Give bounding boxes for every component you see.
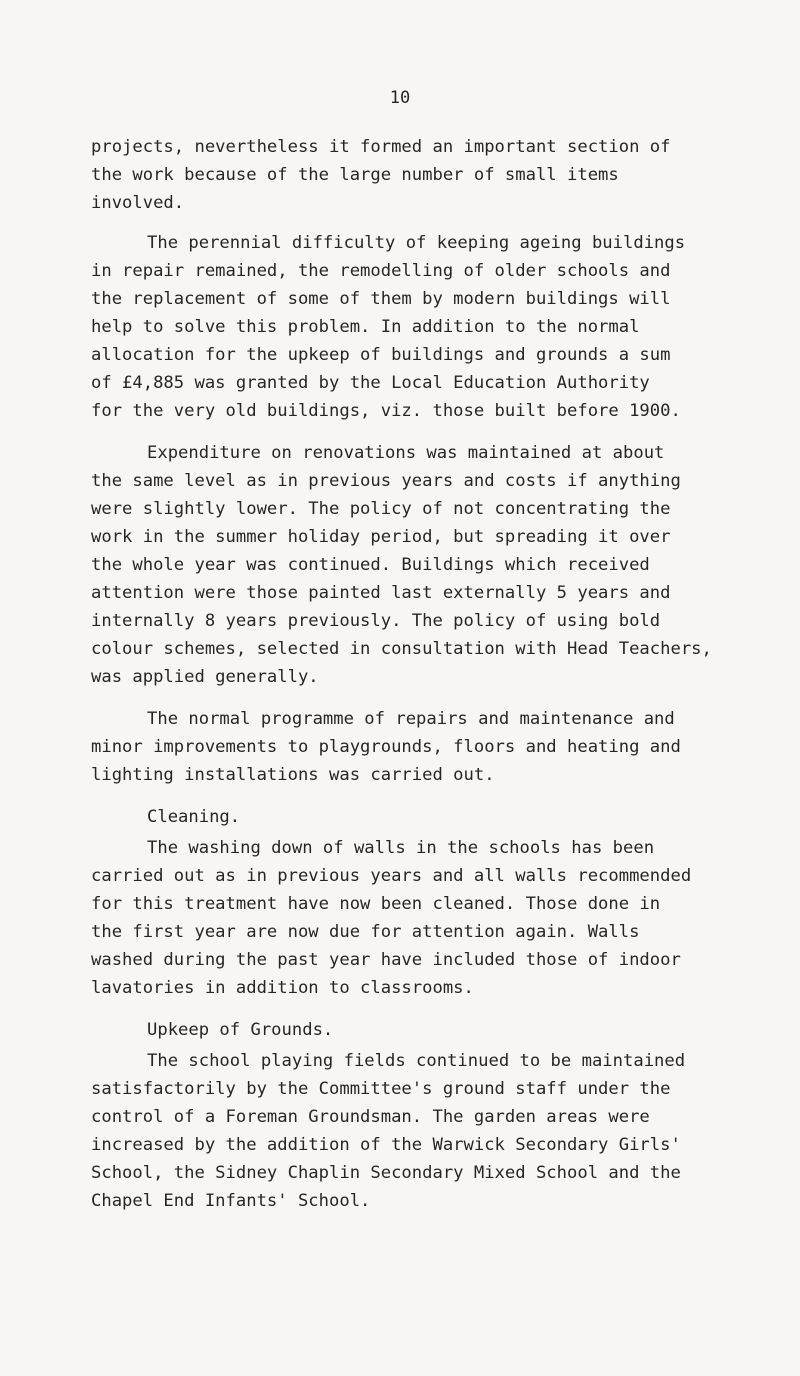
paragraph-6-line-2: satisfactorily by the Committee's ground staff under the xyxy=(91,1079,671,1099)
paragraph-6-line-5: School, the Sidney Chaplin Secondary Mixed School and the xyxy=(91,1163,681,1183)
paragraph-2-line-7: for the very old buildings, viz. those built before 1900. xyxy=(91,401,681,421)
paragraph-3-line-4: work in the summer holiday period, but spreading it over xyxy=(91,527,671,547)
paragraph-2-line-4: help to solve this problem. In addition to the normal xyxy=(91,317,640,337)
paragraph-3-line-6: attention were those painted last externally 5 years and xyxy=(91,583,671,603)
paragraph-6-line-1: The school playing fields continued to be maintained xyxy=(147,1051,686,1071)
paragraph-3-line-7: internally 8 years previously. The policy of using bold xyxy=(91,611,661,631)
paragraph-3-line-2: the same level as in previous years and costs if anything xyxy=(91,471,681,491)
paragraph-6-line-3: control of a Foreman Groundsman. The garden areas were xyxy=(91,1107,650,1127)
paragraph-2-line-3: the replacement of some of them by modern buildings will xyxy=(91,289,671,309)
paragraph-3-line-3: were slightly lower. The policy of not concentrating the xyxy=(91,499,671,519)
paragraph-3-line-8: colour schemes, selected in consultation with Head Teachers, xyxy=(91,639,712,659)
paragraph-2-line-6: of £4,885 was granted by the Local Education Authority xyxy=(91,373,650,393)
paragraph-1-line-1: projects, nevertheless it formed an important section of xyxy=(91,137,671,157)
paragraph-5-line-1: The washing down of walls in the schools has been xyxy=(147,838,655,858)
paragraph-1-line-2: the work because of the large number of small items xyxy=(91,165,619,185)
paragraph-4-line-1: The normal programme of repairs and maintenance and xyxy=(147,709,675,729)
paragraph-5-line-6: lavatories in addition to classrooms. xyxy=(91,978,474,998)
paragraph-5-line-2: carried out as in previous years and all walls recommended xyxy=(91,866,692,886)
paragraph-5-line-5: washed during the past year have included those of indoor xyxy=(91,950,681,970)
paragraph-5-line-3: for this treatment have now been cleaned. Those done in xyxy=(91,894,661,914)
paragraph-2-line-5: allocation for the upkeep of buildings and grounds a sum xyxy=(91,345,671,365)
paragraph-6-line-6: Chapel End Infants' School. xyxy=(91,1191,371,1211)
paragraph-4-line-3: lighting installations was carried out. xyxy=(91,765,495,785)
paragraph-1-line-3: involved. xyxy=(91,193,185,213)
paragraph-3-line-9: was applied generally. xyxy=(91,667,319,687)
upkeep-of-grounds-heading: Upkeep of Grounds. xyxy=(147,1020,334,1040)
page-number: 10 xyxy=(389,88,411,108)
paragraph-6-line-4: increased by the addition of the Warwick Secondary Girls' xyxy=(91,1135,681,1155)
paragraph-4-line-2: minor improvements to playgrounds, floors and heating and xyxy=(91,737,681,757)
paragraph-5-line-4: the first year are now due for attention again. Walls xyxy=(91,922,640,942)
paragraph-2-line-2: in repair remained, the remodelling of older schools and xyxy=(91,261,671,281)
paragraph-3-line-5: the whole year was continued. Buildings which received xyxy=(91,555,650,575)
paragraph-2-line-1: The perennial difficulty of keeping ageing buildings xyxy=(147,233,686,253)
cleaning-heading: Cleaning. xyxy=(147,807,241,827)
paragraph-3-line-1: Expenditure on renovations was maintained at about xyxy=(147,443,665,463)
